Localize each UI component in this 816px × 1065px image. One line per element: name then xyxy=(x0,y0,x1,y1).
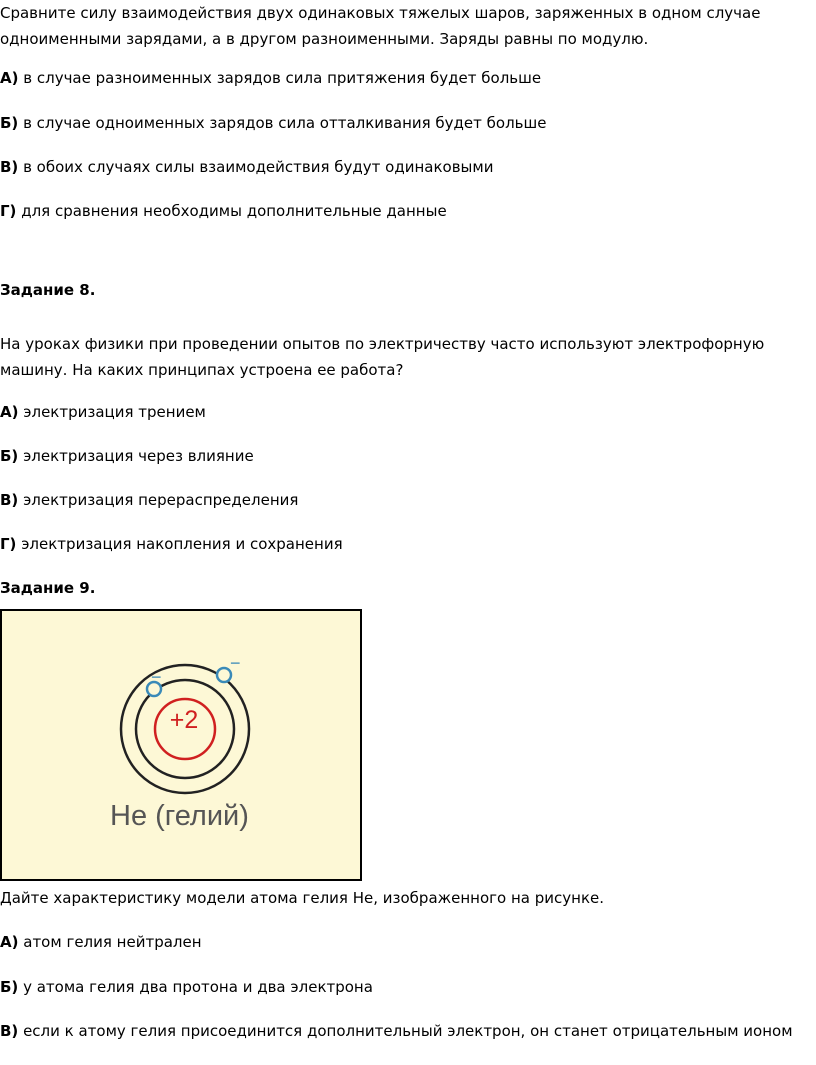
q8-option-c xyxy=(0,490,298,510)
electron-1-charge: − xyxy=(151,667,162,687)
option-letter: В) xyxy=(0,491,19,509)
q9-option-a xyxy=(0,932,202,952)
option-letter: Б) xyxy=(0,447,19,465)
option-letter: А) xyxy=(0,69,19,87)
atom-diagram xyxy=(2,611,364,883)
task-8-heading: Задание 8. xyxy=(0,281,96,299)
q8-option-a xyxy=(0,402,206,422)
q8-option-b xyxy=(0,446,254,466)
option-letter: Б) xyxy=(0,114,19,132)
q7-option-c xyxy=(0,157,493,177)
option-text: у атома гелия два протона и два электрона xyxy=(23,978,373,996)
option-letter: А) xyxy=(0,933,19,951)
option-text: атом гелия нейтрален xyxy=(23,933,202,951)
q9-option-b xyxy=(0,977,373,997)
option-letter: Б) xyxy=(0,978,19,996)
task-9-heading: Задание 9. xyxy=(0,579,96,597)
option-text: электризация трением xyxy=(23,403,206,421)
option-text: в обоих случаях силы взаимодействия будут одинаковыми xyxy=(23,158,494,176)
option-letter: Г) xyxy=(0,535,17,553)
q9-option-c xyxy=(0,1021,793,1041)
q7-option-d xyxy=(0,201,447,221)
q7-option-b xyxy=(0,113,546,133)
question-9-text: Дайте характеристику модели атома гелия He, изображенного на рисунке. xyxy=(0,889,605,907)
question-7-text: Сравните силу взаимодействия двух одинаковых тяжелых шаров, заряженных в одном случае одноименными зарядами, а в другом разноименными. Заряды равны по модулю. xyxy=(0,4,761,48)
option-letter: В) xyxy=(0,158,19,176)
q7-option-a xyxy=(0,68,541,88)
option-text: в случае одноименных зарядов сила отталкивания будет больше xyxy=(23,114,547,132)
option-letter: А) xyxy=(0,403,19,421)
option-text: если к атому гелия присоединится дополнительный электрон, он станет отрицательным ионом xyxy=(23,1022,793,1040)
helium-atom-figure xyxy=(0,609,362,881)
electron-2 xyxy=(217,668,231,682)
option-text: электризация перераспределения xyxy=(23,491,299,509)
figure-caption: He (гелий) xyxy=(110,800,249,832)
question-8-text: На уроках физики при проведении опытов по электричеству часто используют электрофорную машину. На каких принципах устроена ее работа? xyxy=(0,335,765,379)
option-letter: В) xyxy=(0,1022,19,1040)
q8-option-d xyxy=(0,534,343,554)
option-text: электризация через влияние xyxy=(23,447,254,465)
option-text: для сравнения необходимы дополнительные данные xyxy=(21,202,447,220)
option-text: в случае разноименных зарядов сила притяжения будет больше xyxy=(23,69,542,87)
option-letter: Г) xyxy=(0,202,17,220)
nucleus-charge-label: +2 xyxy=(169,706,199,734)
option-text: электризация накопления и сохранения xyxy=(21,535,343,553)
electron-2-charge: − xyxy=(230,653,241,673)
